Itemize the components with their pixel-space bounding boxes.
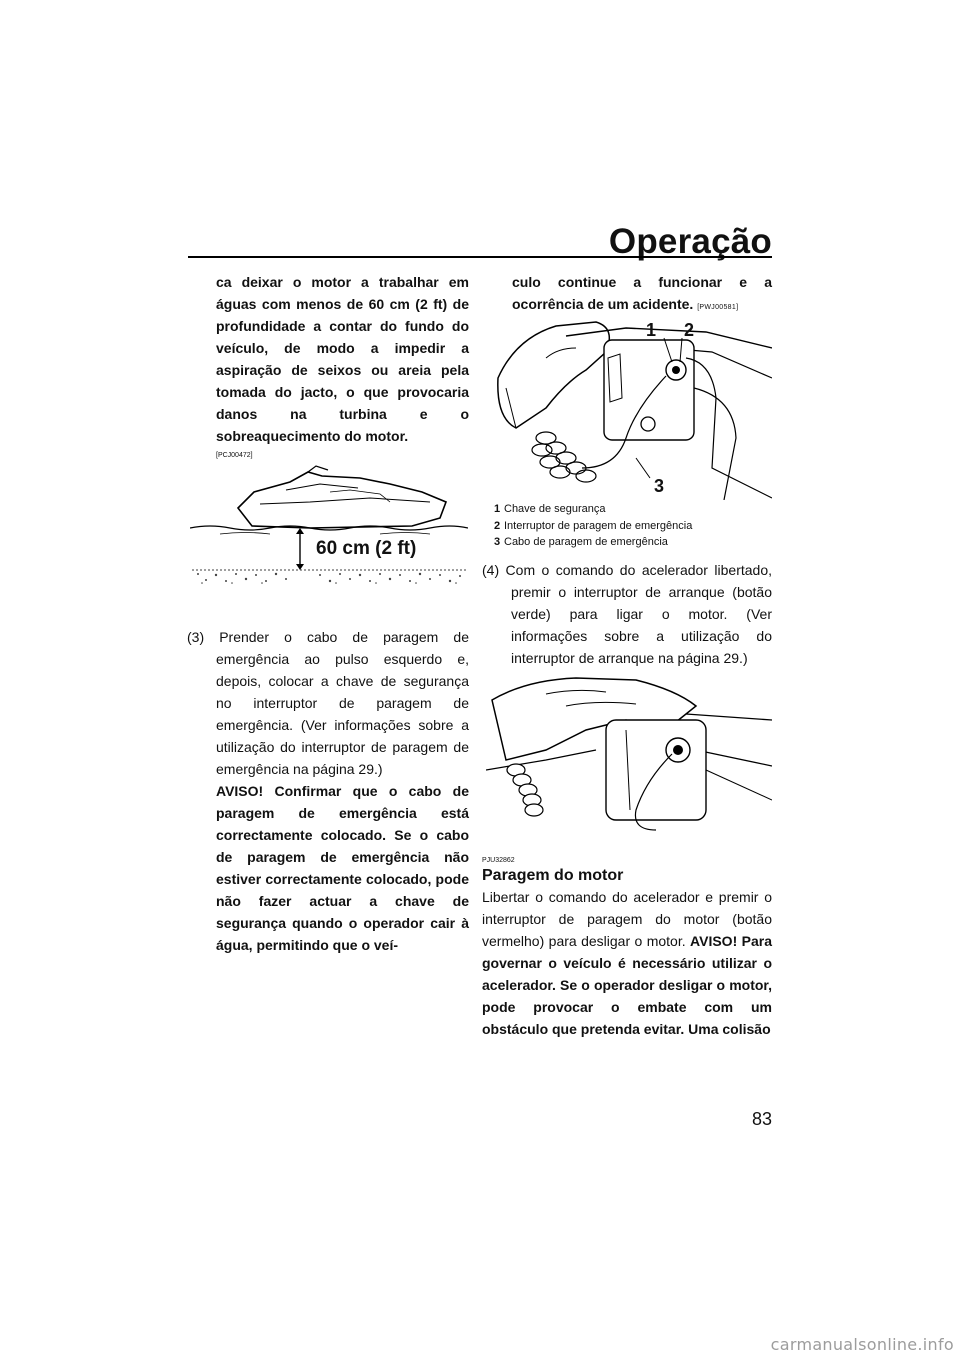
legend-item: 1 Chave de segurança — [494, 503, 606, 515]
page-number: 83 — [751, 1109, 772, 1129]
emergency-switch-illustration — [486, 318, 772, 500]
callout-1: 1 — [646, 320, 657, 340]
step-3-text: (3) Prender o cabo de paragem de emergência ao pulso esquerdo e, depois, colocar a chave de segurança no interruptor de paragem de emergência. (Ver informações sobre a utilização do interruptor de paragem de emergência na página 29.) — [187, 629, 469, 777]
title-rule — [188, 256, 772, 258]
left-column — [187, 271, 469, 461]
warning-continuation: ca deixar o motor a trabalhar em águas com menos de 60 cm (2 ft) de profundidade a contar do fundo do veículo, de modo a impedir a aspiração de seixos ou areia pela tomada do jacto, o que provocaria danos na turbina e o sobreaquecimento do motor. — [216, 274, 469, 444]
section-warning: AVISO! Para governar o veículo é necessário utilizar o acelerador. Se o operador desligar o motor, pode provocar o embate com um obstáculo que pretenda evitar. Uma colisão — [482, 933, 773, 1037]
section-code: PJU32862 — [482, 857, 515, 864]
legend-item: 2 Interruptor de paragem de emergência — [494, 519, 693, 532]
legend-item: 3 Cabo de paragem de emergência — [494, 536, 668, 548]
right-column-top — [482, 271, 772, 319]
section-title: Paragem do motor — [482, 867, 624, 884]
figure-legend — [494, 501, 784, 551]
start-switch-illustration — [486, 670, 772, 846]
watermark: carmanualsonline.info — [770, 1335, 954, 1354]
callout-3: 3 — [654, 476, 665, 496]
step-4 — [482, 559, 772, 669]
warning-code-right: [PWJ00581] — [697, 304, 739, 311]
warning-code: [PCJ00472] — [216, 452, 253, 459]
section-text: Libertar o comando do acelerador e premir o interruptor de paragem do motor (botão vermelho) para desligar o motor. — [482, 889, 772, 949]
step-3 — [187, 626, 469, 956]
section-body — [482, 886, 772, 1040]
depth-label: 60 cm (2 ft) — [316, 538, 417, 559]
step-4-text: (4) Com o comando do acelerador libertado, premir o interruptor de arranque (botão verde) para ligar o motor. (Ver informações sobre a utilização do interruptor de arranque na página 29.) — [482, 562, 772, 666]
callout-2: 2 — [684, 320, 695, 340]
page-title: Operação — [608, 222, 772, 261]
jetski-depth-illustration — [190, 462, 468, 590]
warning-continuation-right: culo continue a funcionar e a ocorrência de um acidente. [PWJ00581] — [512, 274, 772, 312]
section-engine-stop — [482, 856, 772, 1040]
step-3-warning: AVISO! Confirmar que o cabo de paragem de emergência está correctamente colocado. Se o cabo de paragem de emergência não estiver correctamente colocado, pode não fazer actuar a chave de segurança quando o operador cair à água, permitindo que o veí- — [216, 783, 469, 953]
